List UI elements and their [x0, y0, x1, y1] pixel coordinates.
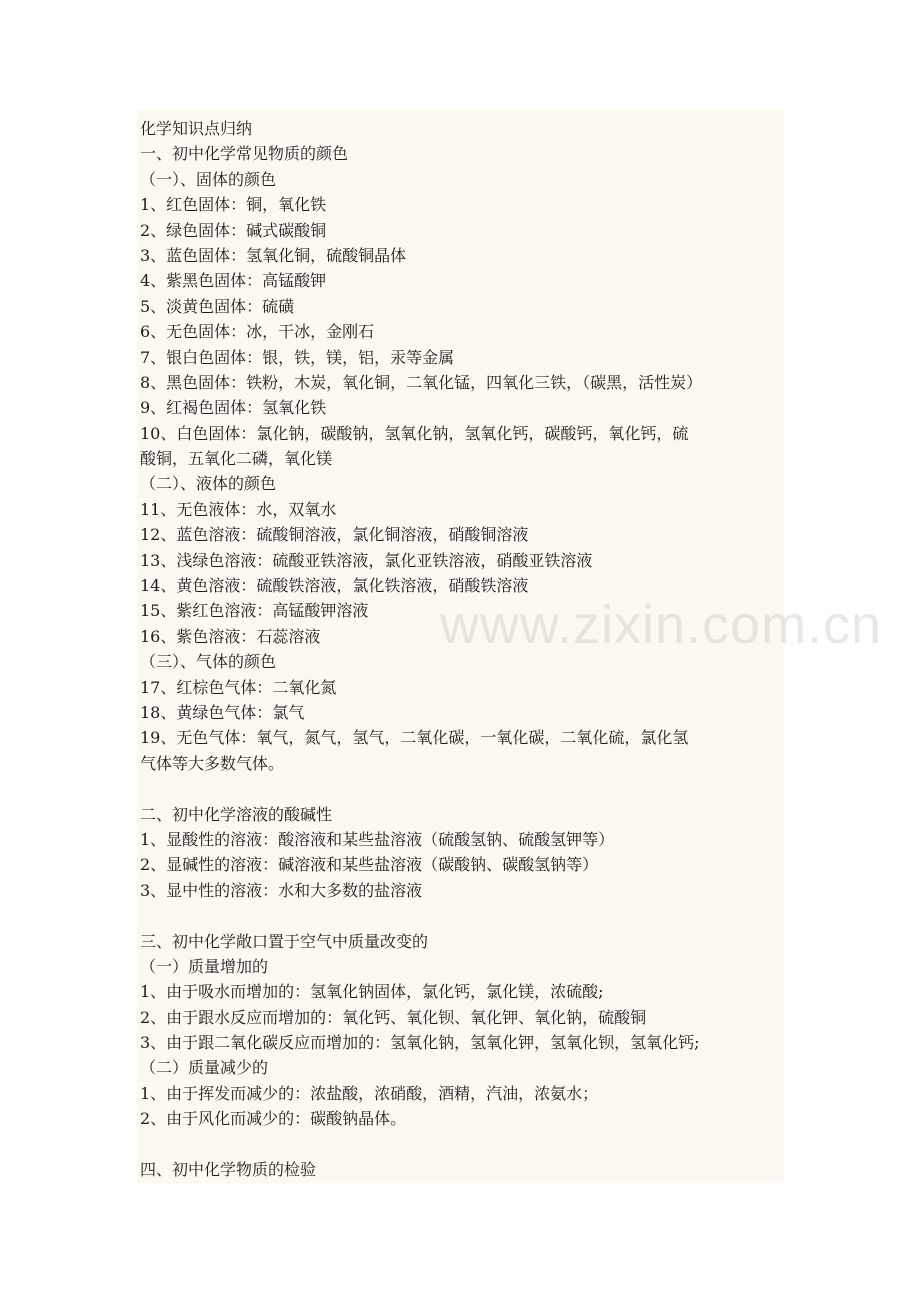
text-line: 3、显中性的溶液：水和大多数的盐溶液 — [140, 880, 423, 900]
text-line: 2、显碱性的溶液：碱溶液和某些盐溶液（碳酸钠、碳酸氢钠等） — [140, 855, 599, 875]
text-line: 13、浅绿色溶液：硫酸亚铁溶液，氯化亚铁溶液，硝酸亚铁溶液 — [140, 550, 593, 570]
subsection-heading: （二）、液体的颜色 — [140, 474, 277, 494]
subsection-heading: （一）、固体的颜色 — [140, 169, 277, 189]
text-line: 9、红褐色固体：氢氧化铁 — [140, 398, 327, 418]
subsection-heading: （二）质量减少的 — [140, 1058, 269, 1078]
text-line: 3、蓝色固体：氢氧化铜，硫酸铜晶体 — [140, 245, 407, 265]
document-title: 化学知识点归纳 — [140, 119, 253, 138]
text-line: 气体等大多数气体。 — [140, 753, 285, 773]
text-line: 1、显酸性的溶液：酸溶液和某些盐溶液（硫酸氢钠、硫酸氢钾等） — [140, 829, 615, 849]
section-heading: 二、初中化学溶液的酸碱性 — [140, 804, 333, 824]
text-line: 7、银白色固体：银，铁，镁，铝，汞等金属 — [140, 347, 455, 367]
subsection-heading: （一）质量增加的 — [140, 956, 269, 976]
text-line: 酸铜，五氧化二磷，氧化镁 — [140, 449, 333, 469]
blank-line — [140, 903, 784, 928]
subsection-heading: （三）、气体的颜色 — [140, 652, 277, 672]
text-line: 2、由于跟水反应而增加的：氧化钙、氧化钡、氧化钾、氧化钠，硫酸铜 — [140, 1007, 647, 1027]
text-line: 17、红棕色气体：二氧化氮 — [140, 677, 337, 697]
text-line: 14、黄色溶液：硫酸铁溶液，氯化铁溶液，硝酸铁溶液 — [140, 576, 529, 596]
blank-line — [140, 776, 784, 801]
text-line: 1、由于吸水而增加的：氢氧化钠固体，氯化钙，氯化镁，浓硫酸; — [140, 982, 604, 1002]
text-line: 2、由于风化而减少的：碳酸钠晶体。 — [140, 1109, 407, 1129]
blank-line — [140, 1132, 784, 1157]
text-line: 18、黄绿色气体：氯气 — [140, 702, 305, 722]
text-line: 19、无色气体：氧气，氮气，氢气，二氧化碳，一氧化碳，二氧化硫，氯化氢 — [140, 728, 689, 748]
text-line: 5、淡黄色固体：硫磺 — [140, 296, 295, 316]
text-line: 10、白色固体：氯化钠，碳酸钠，氢氧化钠，氢氧化钙，碳酸钙，氧化钙，硫 — [140, 423, 689, 443]
text-line: 3、由于跟二氧化碳反应而增加的：氢氧化钠，氢氧化钾，氢氧化钡，氢氧化钙; — [140, 1033, 700, 1053]
text-line: 4、紫黑色固体：高锰酸钾 — [140, 271, 327, 291]
text-line: 1、红色固体：铜，氧化铁 — [140, 195, 327, 215]
section-heading: 三、初中化学敞口置于空气中质量改变的 — [140, 931, 429, 951]
section-heading: 四、初中化学物质的检验 — [140, 1160, 317, 1180]
text-line: 11、无色液体：水，双氧水 — [140, 499, 337, 519]
section-heading: 一、初中化学常见物质的颜色 — [140, 144, 349, 164]
watermark-text: www.zixin.com.cn — [440, 595, 883, 655]
text-line: 15、紫红色溶液：高锰酸钾溶液 — [140, 601, 369, 621]
text-line: 12、蓝色溶液：硫酸铜溶液，氯化铜溶液，硝酸铜溶液 — [140, 525, 529, 545]
text-line: 1、由于挥发而减少的：浓盐酸，浓硝酸，酒精，汽油，浓氨水； — [140, 1083, 599, 1103]
text-line: 6、无色固体：冰，干冰，金刚石 — [140, 322, 375, 342]
text-line: 16、紫色溶液：石蕊溶液 — [140, 626, 321, 646]
text-line: 8、黑色固体：铁粉，木炭，氧化铜，二氧化锰，四氧化三铁，（碳黑，活性炭） — [140, 372, 703, 392]
text-line: 2、绿色固体：碱式碳酸铜 — [140, 220, 327, 240]
